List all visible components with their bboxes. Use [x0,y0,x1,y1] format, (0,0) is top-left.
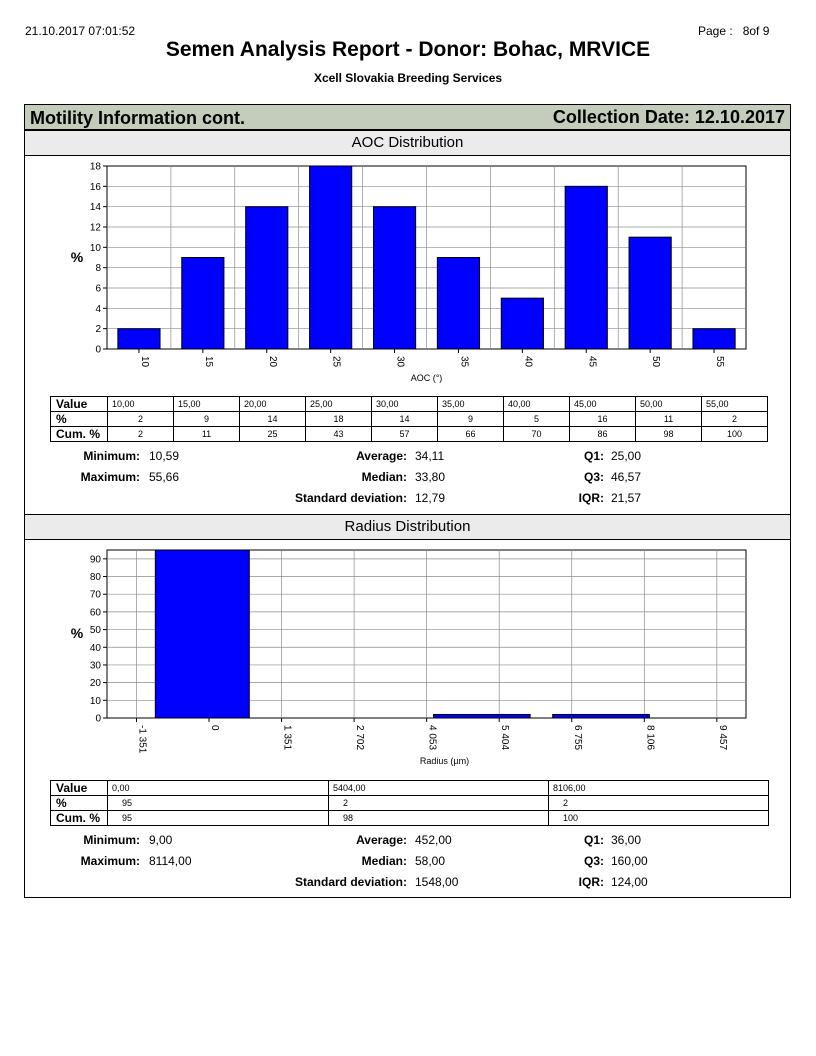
radius-q1-label: Q1: [583,833,604,847]
aoc-distribution-header: AOC Distribution [24,130,791,156]
percent-cell: 2 [702,412,768,427]
y-tick-label: 10 [89,695,101,707]
y-tick-label: 40 [89,642,101,654]
y-tick-label: 0 [95,713,101,725]
radius-distribution-header: Radius Distribution [24,514,791,540]
cumulative-cell: 95 [108,811,329,826]
cumulative-cell: 98 [636,427,702,442]
value-cell: 20,00 [240,397,306,412]
row-label-percent: % [51,796,108,811]
x-tick-label: 10 [138,356,150,368]
x-tick-label: 1 351 [281,725,293,751]
cumulative-cell: 57 [372,427,438,442]
radius-minimum-label: Minimum: [83,833,140,847]
percent-cell: 5 [504,412,570,427]
table-row [51,811,769,826]
x-tick-label: 20 [266,356,278,368]
y-tick-label: 10 [89,242,101,254]
x-tick-label: 15 [202,356,214,368]
aoc-maximum-value: 55,66 [149,470,180,484]
bar [155,550,249,718]
table-row [51,781,769,796]
cumulative-cell: 100 [549,811,769,826]
value-cell: 0,00 [108,781,329,796]
page-indicator: Page : 8of 9 [698,24,770,38]
x-tick-label: 45 [586,356,598,368]
aoc-median-value: 33,80 [415,470,446,484]
x-tick-label: 30 [394,356,406,368]
radius-median-label: Median: [361,854,407,868]
radius-average-label: Average: [356,833,407,847]
row-label-cumulative: Cum. % [51,427,108,442]
bar [553,714,650,718]
y-tick-label: 60 [89,607,101,619]
y-tick-label: 18 [89,161,101,173]
value-cell: 10,00 [108,397,174,412]
radius-average-value: 452,00 [415,833,452,847]
row-label-percent: % [51,412,108,427]
report-title: Semen Analysis Report - Donor: Bohac, MRVICE [165,38,651,61]
radius-std-value: 1548,00 [415,875,459,889]
aoc-std-label: Standard deviation: [294,491,407,505]
cumulative-cell: 43 [306,427,372,442]
cumulative-cell: 11 [174,427,240,442]
row-label-value: Value [51,781,108,796]
cumulative-cell: 86 [570,427,636,442]
value-cell: 45,00 [570,397,636,412]
percent-cell: 18 [306,412,372,427]
value-cell: 55,00 [702,397,768,412]
cumulative-cell: 2 [108,427,174,442]
radius-maximum-label: Maximum: [80,854,140,868]
value-cell: 15,00 [174,397,240,412]
x-tick-label: 6 755 [571,725,583,751]
y-axis-label: % [70,249,84,265]
value-cell: 30,00 [372,397,438,412]
aoc-median-label: Median: [361,470,407,484]
bar [433,714,530,718]
collection-date: Collection Date: 12.10.2017 [552,107,785,127]
x-tick-label: 2 702 [354,725,366,751]
x-tick-label: 9 457 [716,725,728,751]
value-cell: 5404,00 [329,781,549,796]
y-tick-label: 2 [95,324,101,336]
percent-cell: 2 [108,412,174,427]
aoc-q3-label: Q3: [583,470,604,484]
row-label-value: Value [51,397,108,412]
aoc-q1-value: 25,00 [611,449,642,463]
aoc-iqr-value: 21,57 [611,491,642,505]
report-subtitle: Xcell Slovakia Breeding Services [313,71,503,85]
percent-cell: 9 [438,412,504,427]
y-tick-label: 12 [89,222,101,234]
y-tick-label: 50 [89,625,101,637]
radius-iqr-value: 124,00 [611,875,648,889]
x-tick-label: 4 053 [426,725,438,751]
y-tick-label: 14 [89,202,101,214]
value-cell: 35,00 [438,397,504,412]
radius-iqr-label: IQR: [578,875,604,889]
x-tick-label: 25 [330,356,342,368]
aoc-std-value: 12,79 [415,491,446,505]
value-cell: 25,00 [306,397,372,412]
aoc-iqr-label: IQR: [578,491,604,505]
table-row [51,796,769,811]
x-tick-label: 40 [522,356,534,368]
percent-cell: 9 [174,412,240,427]
x-tick-label: 35 [458,356,470,368]
radius-q3-value: 160,00 [611,854,648,868]
y-tick-label: 80 [89,572,101,584]
x-tick-label: 5 404 [499,725,511,751]
y-tick-label: 6 [95,283,101,295]
cumulative-cell: 25 [240,427,306,442]
aoc-q3-value: 46,57 [611,470,642,484]
y-tick-label: 8 [95,263,101,275]
cumulative-cell: 100 [702,427,768,442]
x-tick-label: -1 351 [136,725,148,754]
y-tick-label: 90 [89,554,101,566]
percent-cell: 11 [636,412,702,427]
x-tick-label: 55 [714,356,726,368]
report-timestamp: 21.10.2017 07:01:52 [25,24,136,38]
y-tick-label: 16 [89,181,101,193]
radius-distribution-table [50,780,769,826]
percent-cell: 14 [240,412,306,427]
y-tick-label: 30 [89,660,101,672]
aoc-average-value: 34,11 [415,449,445,463]
y-tick-label: 20 [89,678,101,690]
value-cell: 50,00 [636,397,702,412]
radius-maximum-value: 8114,00 [149,854,192,868]
percent-cell: 2 [549,796,769,811]
aoc-maximum-label: Maximum: [80,470,140,484]
radius-q1-value: 36,00 [611,833,642,847]
cumulative-cell: 98 [329,811,549,826]
cumulative-cell: 70 [504,427,570,442]
y-tick-label: 70 [89,589,101,601]
x-tick-label: 50 [650,356,662,368]
x-tick-label: 8 106 [644,725,656,751]
aoc-q1-label: Q1: [583,449,604,463]
radius-median-value: 58,00 [415,854,446,868]
value-cell: 40,00 [504,397,570,412]
aoc-minimum-value: 10,59 [149,449,180,463]
x-tick-label: 0 [209,725,221,731]
percent-cell: 14 [372,412,438,427]
y-tick-label: 4 [95,303,101,315]
y-axis-label: % [70,625,84,641]
row-label-cumulative: Cum. % [51,811,108,826]
cumulative-cell: 66 [438,427,504,442]
radius-q3-label: Q3: [583,854,604,868]
radius-std-label: Standard deviation: [294,875,407,889]
radius-minimum-value: 9,00 [149,833,173,847]
x-axis-label: AOC (°) [410,373,443,383]
percent-cell: 95 [108,796,329,811]
aoc-minimum-label: Minimum: [83,449,140,463]
aoc-average-label: Average: [356,449,407,463]
x-axis-label: Radius (µm) [419,756,470,766]
percent-cell: 16 [570,412,636,427]
value-cell: 8106,00 [549,781,769,796]
y-tick-label: 0 [95,344,101,356]
percent-cell: 2 [329,796,549,811]
section-title: Motility Information cont. [30,108,245,128]
